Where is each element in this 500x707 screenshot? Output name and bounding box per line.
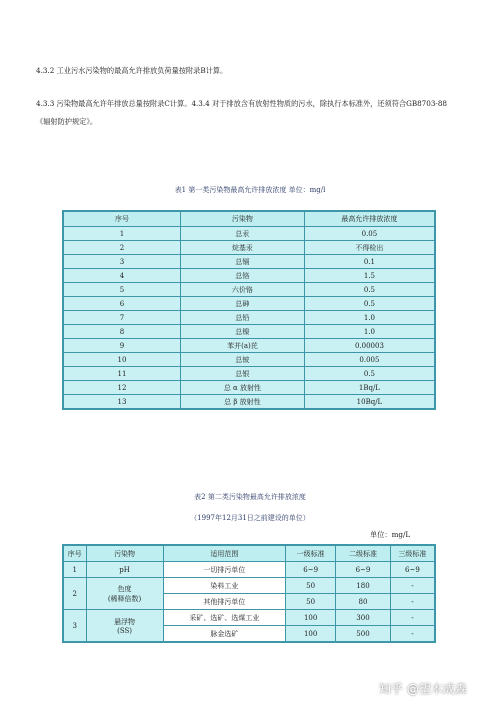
paragraph-4-3-3-cont: 《辐射防护规定》。 [36, 117, 98, 126]
table-row [63, 283, 435, 297]
table-cell: 3 [63, 255, 180, 269]
table-row [63, 367, 435, 381]
table-cell: 苯并(a)芘 [180, 339, 304, 353]
table-cell: 六价铬 [180, 283, 304, 297]
table1-header-pollutant: 污染物 [180, 211, 304, 227]
table-cell: 100 [286, 626, 336, 643]
table-cell: 10Bq/L [304, 395, 435, 410]
table-cell: 总铍 [180, 353, 304, 367]
table-cell: 500 [336, 626, 391, 643]
table-cell: 总 β 放射性 [180, 395, 304, 410]
table-cell: 10 [63, 353, 180, 367]
table-cell: - [390, 626, 435, 643]
table-cell: 6~9 [286, 562, 336, 578]
table-cell: 2 [63, 578, 86, 610]
table-cell: 6~9 [336, 562, 391, 578]
table-cell: 1 [63, 562, 86, 578]
table2-unit: 单位：mg/L [370, 530, 411, 539]
table-row [63, 610, 435, 626]
table2 [62, 544, 436, 643]
table-cell: 11 [63, 367, 180, 381]
table2-header-grade2: 二级标准 [336, 545, 391, 562]
table2-header-pollutant: 污染物 [86, 545, 163, 562]
table-cell: 0.5 [304, 283, 435, 297]
table-cell: 9 [63, 339, 180, 353]
table-cell: 8 [63, 325, 180, 339]
pollutant-name: 悬浮物 [114, 617, 136, 626]
table-cell: - [390, 610, 435, 626]
table-cell: 1 [63, 227, 180, 241]
table-cell: 0.00003 [304, 339, 435, 353]
table-cell: 300 [336, 610, 391, 626]
table-cell [86, 578, 163, 610]
table-cell: 总汞 [180, 227, 304, 241]
table-row [63, 353, 435, 367]
table1-header-row [63, 211, 435, 227]
table-cell: 12 [63, 381, 180, 395]
table2-header-row [63, 545, 435, 562]
table-cell: - [390, 594, 435, 610]
table-row [63, 325, 435, 339]
table-cell: 0.1 [304, 255, 435, 269]
table-cell: 1.0 [304, 325, 435, 339]
table-row [63, 562, 435, 578]
table-cell: 1.0 [304, 311, 435, 325]
table2-header-no: 序号 [63, 545, 86, 562]
table-cell: 总银 [180, 367, 304, 381]
pollutant-name: 色度 [117, 584, 132, 593]
table-cell: 0.5 [304, 297, 435, 311]
table-cell: 4 [63, 269, 180, 283]
table-cell: pH [86, 562, 163, 578]
table-cell: 6 [63, 297, 180, 311]
table-row [63, 311, 435, 325]
table-cell: 不得检出 [304, 241, 435, 255]
table2-header-scope: 适用范围 [163, 545, 286, 562]
table1-header-no: 序号 [63, 211, 180, 227]
table-cell: 180 [336, 578, 391, 594]
table-row [63, 227, 435, 241]
zhihu-watermark: 知乎 @望木成森 [379, 682, 467, 696]
table-cell: 其他排污单位 [163, 594, 286, 610]
table-cell: - [390, 578, 435, 594]
table-cell: 0.005 [304, 353, 435, 367]
table-cell: 13 [63, 395, 180, 410]
table-row [63, 339, 435, 353]
table-row [63, 381, 435, 395]
table1 [62, 210, 436, 410]
table-cell: 脉金选矿 [163, 626, 286, 643]
table-cell: 总镍 [180, 325, 304, 339]
table-cell: 50 [286, 594, 336, 610]
table-cell: 0.5 [304, 367, 435, 381]
table-cell: 总砷 [180, 297, 304, 311]
table-cell: 总镉 [180, 255, 304, 269]
table-cell: 染料工业 [163, 578, 286, 594]
table-cell: 3 [63, 610, 86, 643]
table1-header-limit: 最高允许排放浓度 [304, 211, 435, 227]
table-row [63, 395, 435, 410]
table-cell: 50 [286, 578, 336, 594]
table-cell [86, 610, 163, 643]
table-cell: 一切排污单位 [163, 562, 286, 578]
table-row [63, 578, 435, 594]
pollutant-note: (SS) [117, 626, 133, 635]
table-cell: 总铅 [180, 311, 304, 325]
table-row [63, 241, 435, 255]
paragraph-4-3-3: 4.3.3 污染物最高允许年排放总量按附录C计算。4.3.4 对于排放含有放射性物质的污水，除执行本标准外，还须符合GB8703-88 [36, 99, 447, 108]
table-cell: 总 α 放射性 [180, 381, 304, 395]
table2-subcaption: （1997年12月31日之前建设的单位） [190, 514, 310, 522]
pollutant-note: (稀释倍数) [107, 594, 142, 603]
table-cell: 0.05 [304, 227, 435, 241]
paragraph-4-3-2: 4.3.2 工业污水污染物的最高允许排放负荷量按附录B计算。 [36, 66, 228, 75]
table-cell: 80 [336, 594, 391, 610]
table-row [63, 255, 435, 269]
table1-caption: 表1 第一类污染物最高允许排放浓度 单位：mg/l [174, 186, 326, 194]
table2-header-grade3: 三级标准 [390, 545, 435, 562]
table2-header-grade1: 一级标准 [286, 545, 336, 562]
table-cell: 烷基汞 [180, 241, 304, 255]
table-cell: 7 [63, 311, 180, 325]
table-cell: 采矿、选矿、选煤工业 [163, 610, 286, 626]
table-cell: 6~9 [390, 562, 435, 578]
table-row [63, 297, 435, 311]
table-cell: 100 [286, 610, 336, 626]
table2-caption: 表2 第二类污染物最高允许排放浓度 [194, 493, 306, 501]
table-cell: 1.5 [304, 269, 435, 283]
table-cell: 1Bq/L [304, 381, 435, 395]
table-cell: 2 [63, 241, 180, 255]
table-cell: 5 [63, 283, 180, 297]
table-cell: 总铬 [180, 269, 304, 283]
table-row [63, 269, 435, 283]
